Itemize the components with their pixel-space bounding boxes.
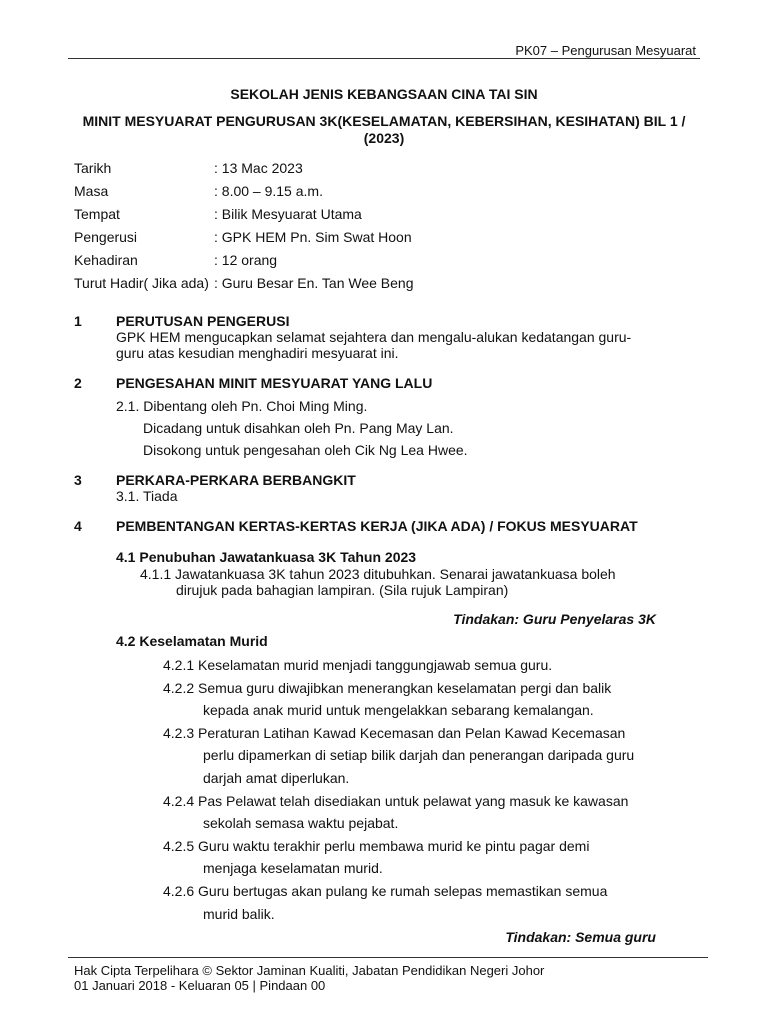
info-label: Tempat: [74, 206, 120, 222]
school-title: SEKOLAH JENIS KEBANGSAAN CINA TAI SIN: [230, 86, 538, 102]
section-heading: PENGESAHAN MINIT MESYUARAT YANG LALU: [116, 375, 433, 391]
info-value: : Bilik Mesyuarat Utama: [214, 206, 362, 222]
meeting-title: MINIT MESYUARAT PENGURUSAN 3K(KESELAMATAN, KEBERSIHAN, KESIHATAN) BIL 1 / (2023): [82, 113, 686, 146]
footer-rule: [68, 957, 708, 958]
info-label: Kehadiran: [74, 252, 138, 268]
subsection-heading: 4.2 Keselamatan Murid: [116, 633, 268, 649]
section-text: guru atas kesudian menghadiri mesyuarat ini.: [116, 345, 399, 361]
footer-version: 01 Januari 2018 - Keluaran 05 | Pindaan 00: [74, 978, 326, 993]
section-text: darjah amat diperlukan.: [203, 770, 350, 786]
info-label: Masa: [74, 183, 109, 199]
section-text: murid balik.: [203, 906, 275, 922]
subsection-heading: 4.1 Penubuhan Jawatankuasa 3K Tahun 2023: [116, 549, 417, 565]
section-text: menjaga keselamatan murid.: [203, 860, 383, 876]
section-text: Disokong untuk pengesahan oleh Cik Ng Lea Hwee.: [143, 442, 468, 458]
section-text: 4.2.1 Keselamatan murid menjadi tanggungjawab semua guru.: [163, 657, 553, 673]
section-text: 4.2.2 Semua guru diwajibkan menerangkan keselamatan pergi dan balik: [163, 680, 612, 696]
section-number: 2: [74, 375, 82, 391]
section-text: 4.2.4 Pas Pelawat telah disediakan untuk pelawat yang masuk ke kawasan: [163, 793, 629, 809]
section-text: dirujuk pada bahagian lampiran. (Sila rujuk Lampiran): [176, 582, 509, 598]
action-note: Tindakan: Semua guru: [505, 929, 656, 945]
section-text: 4.2.6 Guru bertugas akan pulang ke rumah selepas memastikan semua: [163, 883, 608, 899]
section-text: 4.2.5 Guru waktu terakhir perlu membawa murid ke pintu pagar demi: [163, 838, 590, 854]
section-text: perlu dipamerkan di setiap bilik darjah dan penerangan daripada guru: [203, 747, 635, 763]
section-text: 4.1.1 Jawatankuasa 3K tahun 2023 ditubuhkan. Senarai jawatankuasa boleh: [140, 566, 616, 582]
section-text: 4.2.3 Peraturan Latihan Kawad Kecemasan dan Pelan Kawad Kecemasan: [163, 725, 626, 741]
section-text: kepada anak murid untuk mengelakkan sebarang kemalangan.: [203, 702, 594, 718]
info-value: : 13 Mac 2023: [214, 160, 303, 176]
section-text: Dicadang untuk disahkan oleh Pn. Pang May Lan.: [143, 420, 454, 436]
section-heading: PERKARA-PERKARA BERBANGKIT: [116, 472, 356, 488]
section-text: sekolah semasa waktu pejabat.: [203, 815, 399, 831]
header-rule: [68, 58, 700, 59]
section-text: GPK HEM mengucapkan selamat sejahtera dan mengalu-alukan kedatangan guru-: [116, 329, 632, 345]
info-value: : Guru Besar En. Tan Wee Beng: [214, 275, 414, 291]
section-number: 3: [74, 472, 82, 488]
section-number: 1: [74, 313, 82, 329]
section-text: 2.1. Dibentang oleh Pn. Choi Ming Ming.: [116, 398, 368, 414]
info-label: Pengerusi: [74, 229, 138, 245]
section-text: 3.1. Tiada: [116, 488, 178, 504]
page-header-id: PK07 – Pengurusan Mesyuarat: [515, 43, 696, 58]
info-label: Turut Hadir( Jika ada): [74, 275, 209, 291]
section-heading: PEMBENTANGAN KERTAS-KERTAS KERJA (JIKA ADA) / FOKUS MESYUARAT: [116, 518, 638, 534]
info-value: : GPK HEM Pn. Sim Swat Hoon: [214, 229, 412, 245]
info-value: : 12 orang: [214, 252, 278, 268]
info-value: : 8.00 – 9.15 a.m.: [214, 183, 323, 199]
section-number: 4: [74, 518, 82, 534]
info-label: Tarikh: [74, 160, 112, 176]
action-note: Tindakan: Guru Penyelaras 3K: [453, 611, 656, 627]
section-heading: PERUTUSAN PENGERUSI: [116, 313, 290, 329]
footer-copyright: Hak Cipta Terpelihara © Sektor Jaminan Kualiti, Jabatan Pendidikan Negeri Johor: [74, 963, 545, 978]
